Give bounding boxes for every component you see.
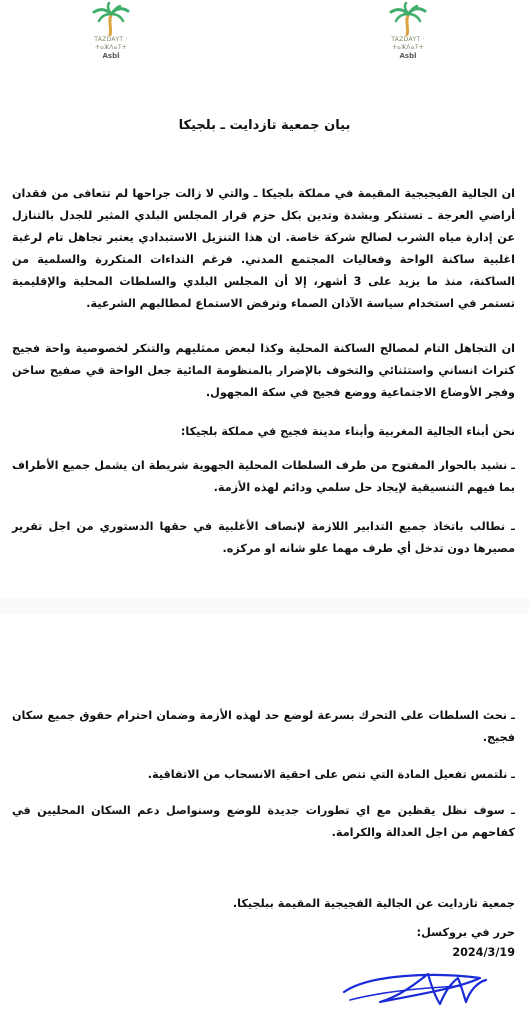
statement-vigilance: ـ سوف نظل يقظين مع اي تطورات جديدة للوضع وسنواصل دعم السكان المحليين في كفاحهم من اجل العدالة والكرامة. — [12, 804, 515, 839]
demand-dialogue: ـ نشيد بالحوار المفتوح من طرف السلطات المحلية الجهوية شريطة ان يشمل جميع الأطراف بما فيهم التنسيقية لإيجاد حل سلمي ودائم لهذه الأزمة. — [12, 459, 515, 494]
logo-asbl: Asbl — [399, 52, 417, 60]
paragraph-ignorance: ان التجاهل التام لمصالح الساكنة المحلية وكذا لبعض ممثليهم والتنكر لخصوصية واحة فجيج كتراث انساني واستثنائي والتخوف بالإضرار بالمنظومة المائية جعل الواحة في صفيح ساخن وفجر الأوضاع الاجتماعية ووضع فجيج في سكة المجهول. — [12, 342, 515, 399]
page-break — [0, 598, 529, 614]
signature-date: 2024/3/19 — [452, 946, 515, 959]
handwritten-signature — [340, 966, 490, 1012]
logo-text: TAZDAYT · ⵜⴰⵣⴷⴰⵢⵜ — [391, 36, 425, 51]
palm-tree-icon — [91, 2, 131, 36]
logo-asbl: Asbl — [102, 52, 120, 60]
demand-measures: ـ نطالب باتخاذ جميع التدابير اللازمة لإنصاف الأغلبية في حقها الدستوري من اجل تقرير مصيرها دون تدخل أي طرف مهما علو شانه او مركزه. — [12, 520, 515, 555]
signature-place: حرر في بروكسل: — [416, 926, 515, 939]
association-logo-right — [377, 2, 439, 61]
paragraph-condemnation: ان الجالية الفيجيجية المقيمة في مملكة بلجيكا ـ والتي لا زالت جراحها لم تتعافى من فقدان أراضي العرجة ـ تستنكر وبشدة وتدين بكل حزم قرار المجلس البلدي المثير للجدل بالتنازل عن إدارة مياه الشرب لصالح شركة خاصة. ان هذا التنزيل الاستبدادي يعتبر تجاهل تام لرغبة اغلبية ساكنة الواحة وفعاليات المجتمع المدني. فرغم النداءات المتكررة والسلمية من الساكنة، منذ ما يزيد على 3 أشهر، إلا أن المجلس البلدي والسلطات المحلية والإقليمية تستمر في استخدام سياسة الآذان الصماء وترفض الاستماع لمطالبهم الشرعية. — [12, 187, 515, 310]
signature-organization: جمعية تازدايت عن الجالية الفجيجية المقيمة ببلجيكا. — [232, 897, 515, 910]
association-logo-left — [80, 2, 142, 61]
demand-urgent-action: ـ نحث السلطات على التحرك بسرعة لوضع حد لهذه الأزمة وضمان احترام حقوق جميع سكان فجيج. — [12, 709, 515, 744]
paragraph-declaration-intro: نحن أبناء الجالية المغربية وأبناء مدينة فجيج في مملكة بلجيكا: — [180, 425, 515, 438]
statement-title: بيان جمعية تازدايت ـ بلجيكا — [178, 118, 351, 133]
demand-withdrawal-clause: ـ نلتمس تفعيل المادة التي تنص على احقية الانسحاب من الاتفاقية. — [147, 768, 515, 781]
palm-tree-icon — [388, 2, 428, 36]
place-and-date — [12, 923, 515, 963]
logo-text: TAZDAYT · ⵜⴰⵣⴷⴰⵢⵜ — [94, 36, 128, 51]
